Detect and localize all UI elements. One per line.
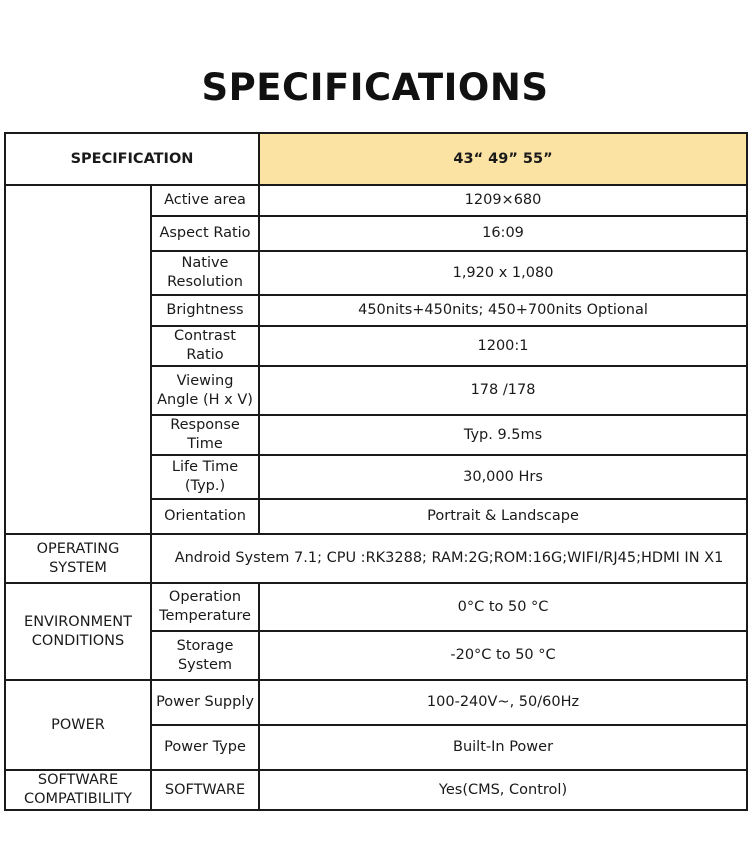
row-label: SOFTWARE	[151, 770, 259, 810]
table-row	[5, 680, 747, 725]
row-label: Viewing Angle (H x V)	[151, 366, 259, 415]
row-value: 1209×680	[259, 185, 747, 216]
category-environment: ENVIRONMENT CONDITIONS	[5, 583, 151, 680]
table-row	[5, 583, 747, 631]
row-value: Portrait & Landscape	[259, 499, 747, 534]
row-label: Brightness	[151, 295, 259, 326]
row-label: Response Time	[151, 415, 259, 455]
category-power: POWER	[5, 680, 151, 770]
page-title: SPECIFICATIONS	[201, 66, 549, 109]
table-row-operating-system	[5, 534, 747, 583]
row-value: 16:09	[259, 216, 747, 251]
category-operating-system: OPERATING SYSTEM	[5, 534, 151, 583]
category-software: SOFTWARE COMPATIBILITY	[5, 770, 151, 810]
row-label: Aspect Ratio	[151, 216, 259, 251]
row-value: 100-240V~, 50/60Hz	[259, 680, 747, 725]
row-value: 450nits+450nits; 450+700nits Optional	[259, 295, 747, 326]
table-row	[5, 185, 747, 216]
row-label: Power Type	[151, 725, 259, 770]
row-label: Contrast Ratio	[151, 326, 259, 366]
header-sizes: 43“ 49” 55”	[259, 133, 747, 185]
row-value: Built-In Power	[259, 725, 747, 770]
row-value: Yes(CMS, Control)	[259, 770, 747, 810]
table-row-software	[5, 770, 747, 810]
operating-system-value: Android System 7.1; CPU :RK3288; RAM:2G;ROM:16G;WIFI/RJ45;HDMI IN X1	[151, 534, 747, 583]
row-label: Operation Temperature	[151, 583, 259, 631]
row-value: 1,920 x 1,080	[259, 251, 747, 295]
table-header-row	[5, 133, 747, 185]
display-category-cell	[5, 185, 151, 534]
row-value: 30,000 Hrs	[259, 455, 747, 499]
row-label: Storage System	[151, 631, 259, 680]
header-specification: SPECIFICATION	[5, 133, 259, 185]
row-value: 0°C to 50 °C	[259, 583, 747, 631]
row-value: Typ. 9.5ms	[259, 415, 747, 455]
row-label: Active area	[151, 185, 259, 216]
row-label: Native Resolution	[151, 251, 259, 295]
row-label: Orientation	[151, 499, 259, 534]
specifications-table	[4, 132, 748, 811]
row-value: 1200:1	[259, 326, 747, 366]
row-value: -20°C to 50 °C	[259, 631, 747, 680]
row-value: 178 /178	[259, 366, 747, 415]
row-label: Life Time (Typ.)	[151, 455, 259, 499]
row-label: Power Supply	[151, 680, 259, 725]
